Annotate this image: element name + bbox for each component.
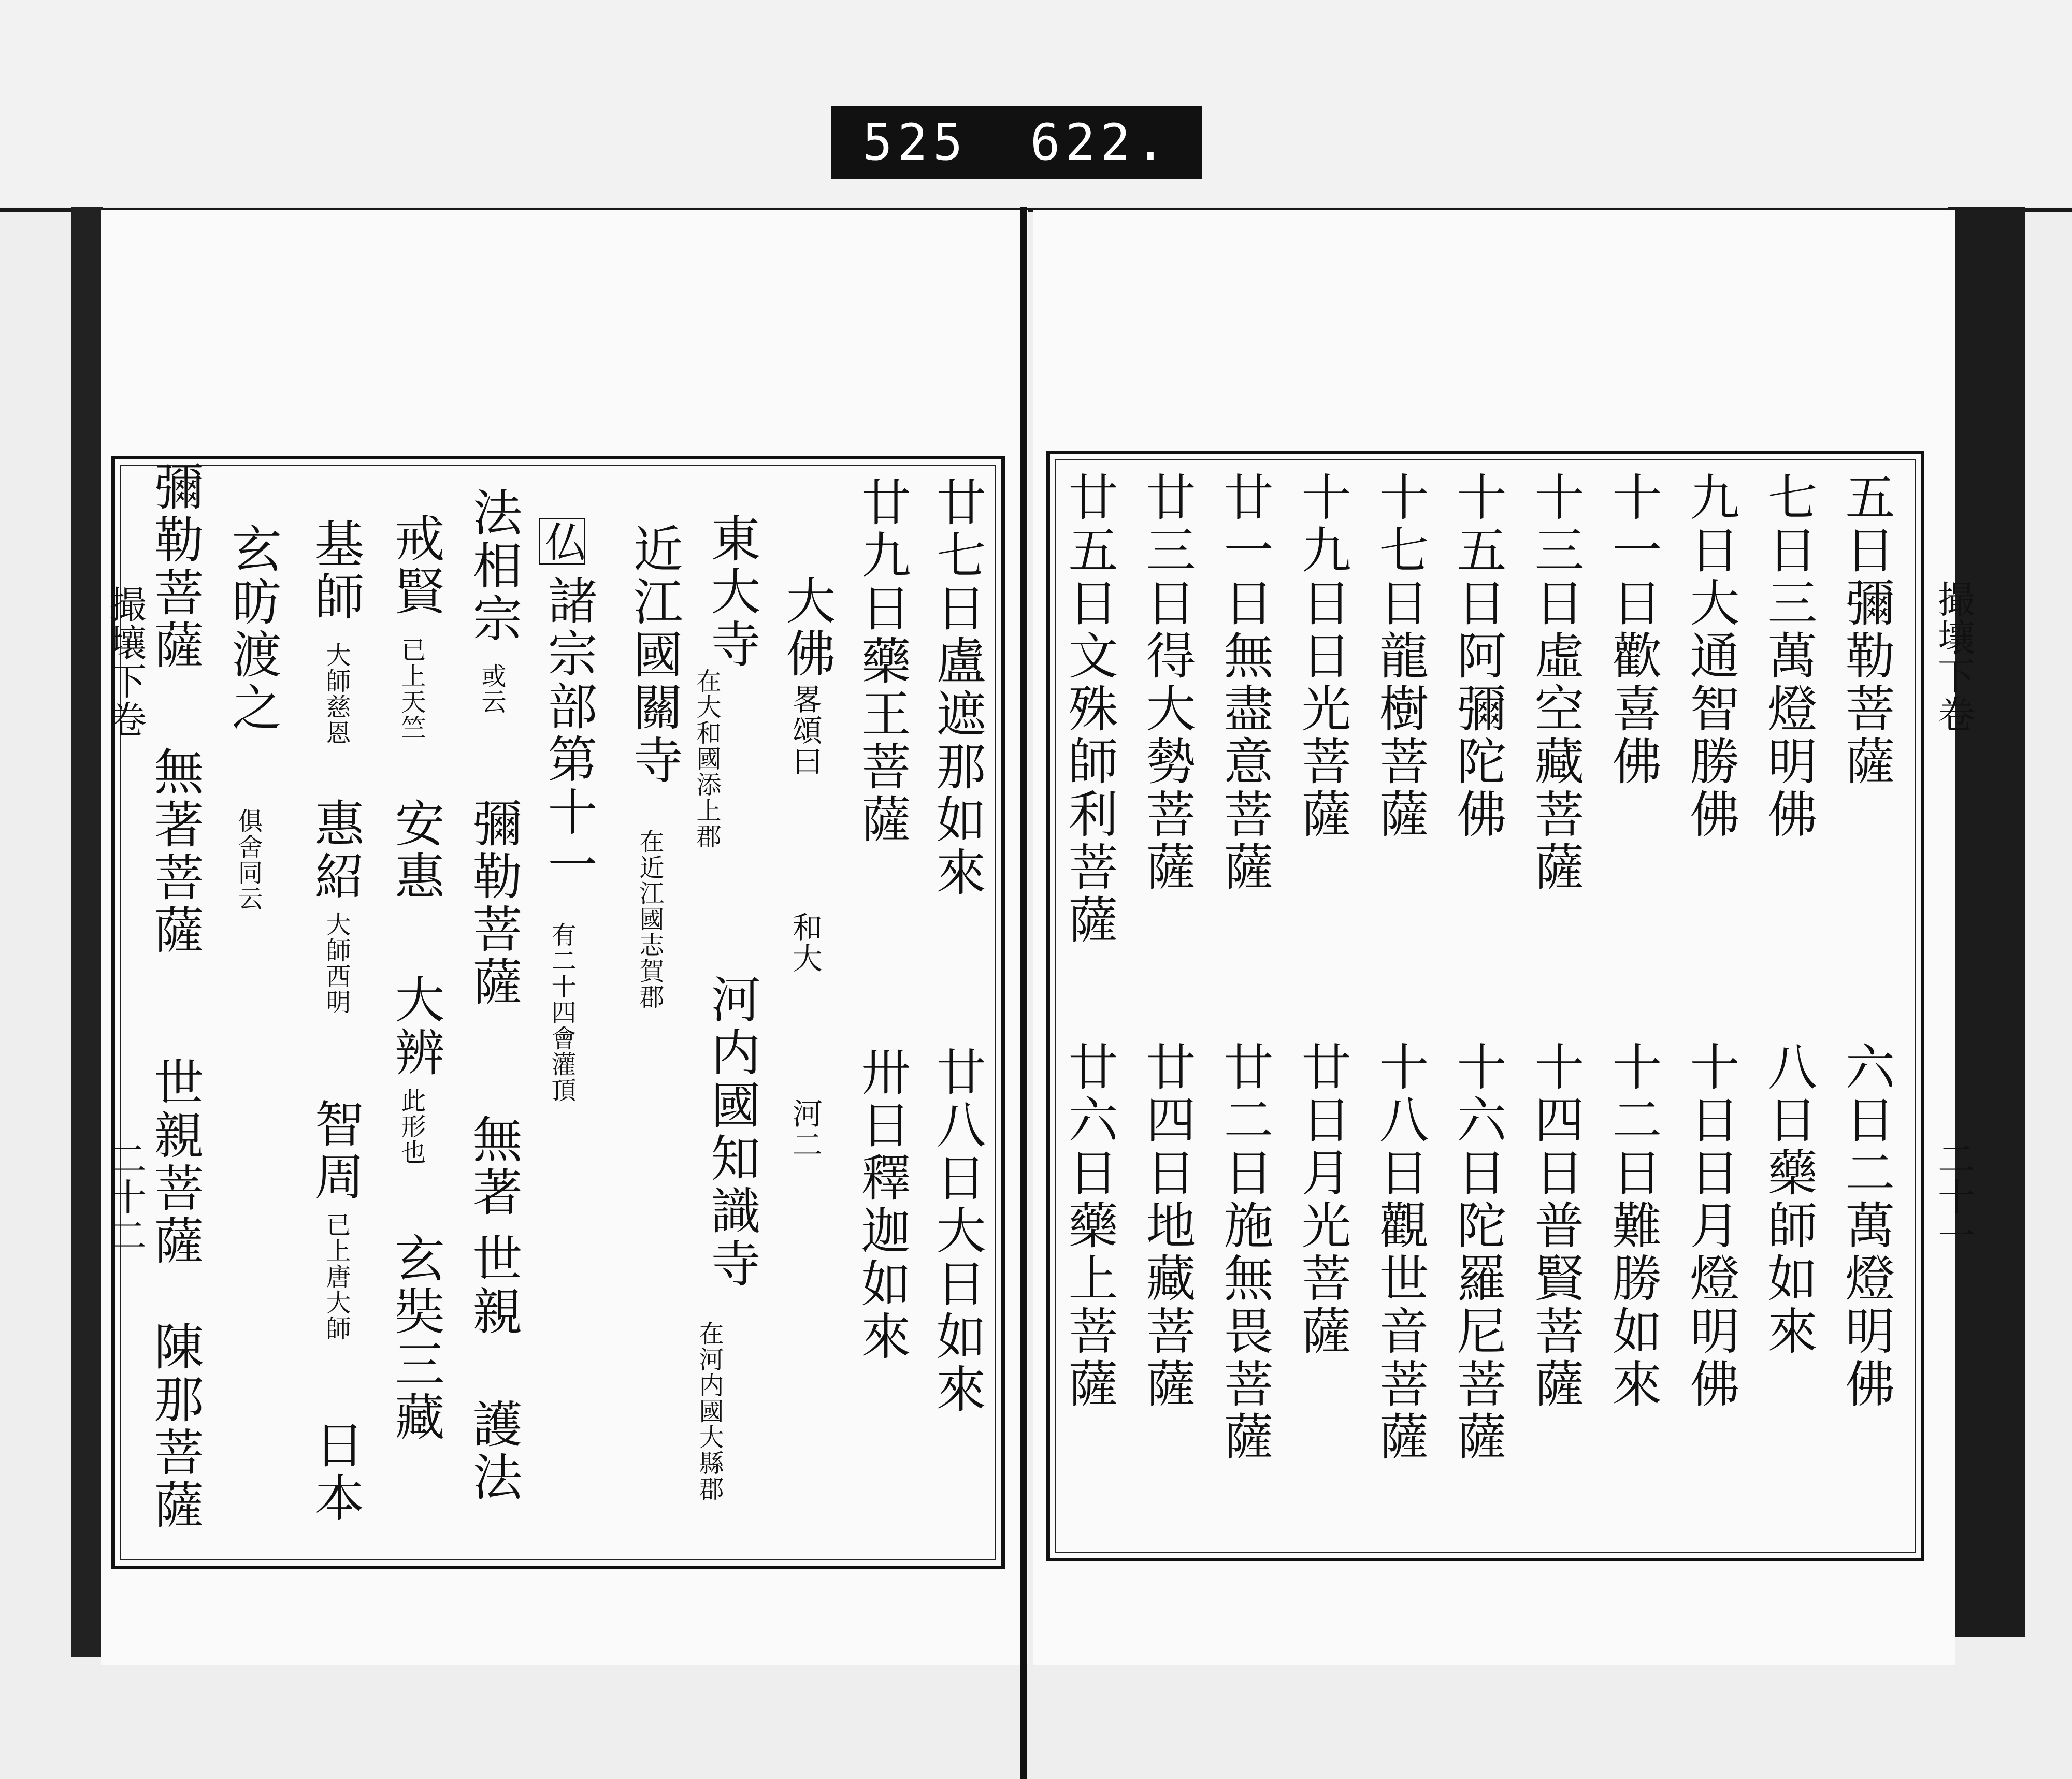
- left-col-9-note2: 大師西明: [322, 912, 351, 1015]
- left-col-5-note: 在近江國志賀郡: [635, 829, 664, 1010]
- left-col-5-main: 近江國關寺: [625, 523, 683, 787]
- right-edge-shadow: [1948, 207, 2025, 1637]
- left-col-3-bottom: 河二: [787, 1098, 823, 1160]
- left-col-7-bottom3: 護法: [465, 1398, 523, 1504]
- left-edge-shadow: [71, 207, 103, 1657]
- left-col-8-note2: 此形也: [397, 1088, 426, 1165]
- left-col-4-note: 在大和國添上郡: [692, 668, 721, 849]
- right-col-9-bottom: 廿二日施無畏菩薩: [1216, 1041, 1274, 1464]
- left-col-7-main: 法相宗: [465, 487, 523, 645]
- left-col-2-bottom: 卅日釋迦如來: [853, 1046, 911, 1363]
- right-col-8-top: 十九日日光菩薩: [1293, 471, 1351, 841]
- book-gutter: [1020, 207, 1027, 1779]
- right-col-11-bottom: 廿六日藥上菩薩: [1060, 1041, 1118, 1411]
- left-col-9-mid: 惠紹: [307, 798, 365, 903]
- section-mark: 仏: [539, 518, 585, 565]
- right-col-8-bottom: 廿日月光菩薩: [1293, 1041, 1351, 1358]
- right-col-2-bottom: 八日藥師如來: [1760, 1041, 1818, 1358]
- left-col-7-bottom: 無著: [465, 1113, 523, 1219]
- right-col-9-top: 廿一日無盡意菩薩: [1216, 471, 1274, 894]
- right-col-4-bottom: 十二日難勝如來: [1604, 1041, 1662, 1411]
- left-col-11-mid: 無著菩薩: [146, 746, 204, 957]
- catalog-number-right: 622.: [1030, 113, 1171, 171]
- left-col-8-note: 已上天竺: [397, 637, 426, 741]
- right-col-10-top: 廿三日得大勢菩薩: [1138, 471, 1196, 894]
- left-col-3-mid: 和大: [787, 912, 823, 974]
- left-col-4-bottom: 河内國知識寺: [703, 974, 761, 1291]
- left-col-7-mid: 彌勒菩薩: [465, 798, 523, 1009]
- left-margin-folio: 二十二: [103, 1139, 147, 1254]
- left-col-7-bottom2: 世親: [465, 1233, 523, 1338]
- right-col-1-bottom: 六日二萬燈明佛: [1837, 1041, 1895, 1411]
- left-col-3-top: 大佛: [778, 575, 836, 681]
- left-col-2-top: 廿九日藥王菩薩: [853, 476, 911, 846]
- left-col-8-bottom2: 玄奘三藏: [387, 1233, 445, 1444]
- left-col-9-bottom2: 日本: [307, 1419, 365, 1525]
- catalog-label: [831, 106, 1202, 179]
- left-col-4-note2: 在河内國大縣郡: [695, 1321, 724, 1502]
- left-col-10-main: 玄昉渡之: [224, 523, 282, 734]
- right-col-6-top: 十五日阿彌陀佛: [1449, 471, 1507, 841]
- right-margin-folio: 二十一: [1932, 1139, 1975, 1254]
- right-col-7-top: 十七日龍樹菩薩: [1371, 471, 1429, 841]
- left-col-6-note: 有二十四會灌頂: [547, 922, 576, 1103]
- left-col-8-mid: 安惠: [387, 798, 445, 903]
- left-col-9-note3: 已上唐大師: [322, 1212, 351, 1341]
- left-col-11-bottom: 世親菩薩: [146, 1057, 204, 1268]
- left-col-4-main: 東大寺: [703, 513, 761, 671]
- left-col-10-note: 俱舍同云: [234, 808, 263, 912]
- left-col-9-note: 大師慈恩: [322, 642, 351, 746]
- left-col-1-top: 廿七日盧遮那如來: [928, 476, 986, 899]
- right-col-2-top: 七日三萬燈明佛: [1760, 471, 1818, 841]
- right-col-3-top: 九日大通智勝佛: [1682, 471, 1740, 841]
- catalog-number-left: 525: [862, 113, 968, 171]
- left-col-9-main: 基師: [307, 518, 365, 624]
- right-col-4-top: 十一日歡喜佛: [1604, 471, 1662, 788]
- right-col-6-bottom: 十六日陀羅尼菩薩: [1449, 1041, 1507, 1464]
- left-col-11-bottom2: 陳那菩薩: [146, 1321, 204, 1532]
- left-col-9-bottom: 智周: [307, 1098, 365, 1204]
- right-col-7-bottom: 十八日觀世音菩薩: [1371, 1041, 1429, 1464]
- right-col-10-bottom: 廿四日地藏菩薩: [1138, 1041, 1196, 1411]
- left-col-11-top: 彌勒菩薩: [146, 461, 204, 672]
- right-margin-title: 撮壤下卷: [1932, 580, 1975, 733]
- right-col-11-top: 廿五日文殊師利菩薩: [1060, 471, 1118, 947]
- left-col-1-bottom: 廿八日大日如來: [928, 1046, 986, 1416]
- left-margin-title: 撮壤下卷: [103, 585, 147, 739]
- right-col-1-top: 五日彌勒菩薩: [1837, 471, 1895, 788]
- left-col-7-note: 或云: [477, 663, 506, 715]
- left-col-6-main: 諸宗部第十一: [540, 575, 598, 892]
- left-col-8-bottom: 大辨: [387, 974, 445, 1079]
- left-col-8-main: 戒賢: [387, 513, 445, 618]
- left-col-3-note: 畧頌曰: [787, 684, 823, 777]
- right-col-5-bottom: 十四日普賢菩薩: [1527, 1041, 1585, 1411]
- right-col-3-bottom: 十日日月燈明佛: [1682, 1041, 1740, 1411]
- right-col-5-top: 十三日虛空藏菩薩: [1527, 471, 1585, 894]
